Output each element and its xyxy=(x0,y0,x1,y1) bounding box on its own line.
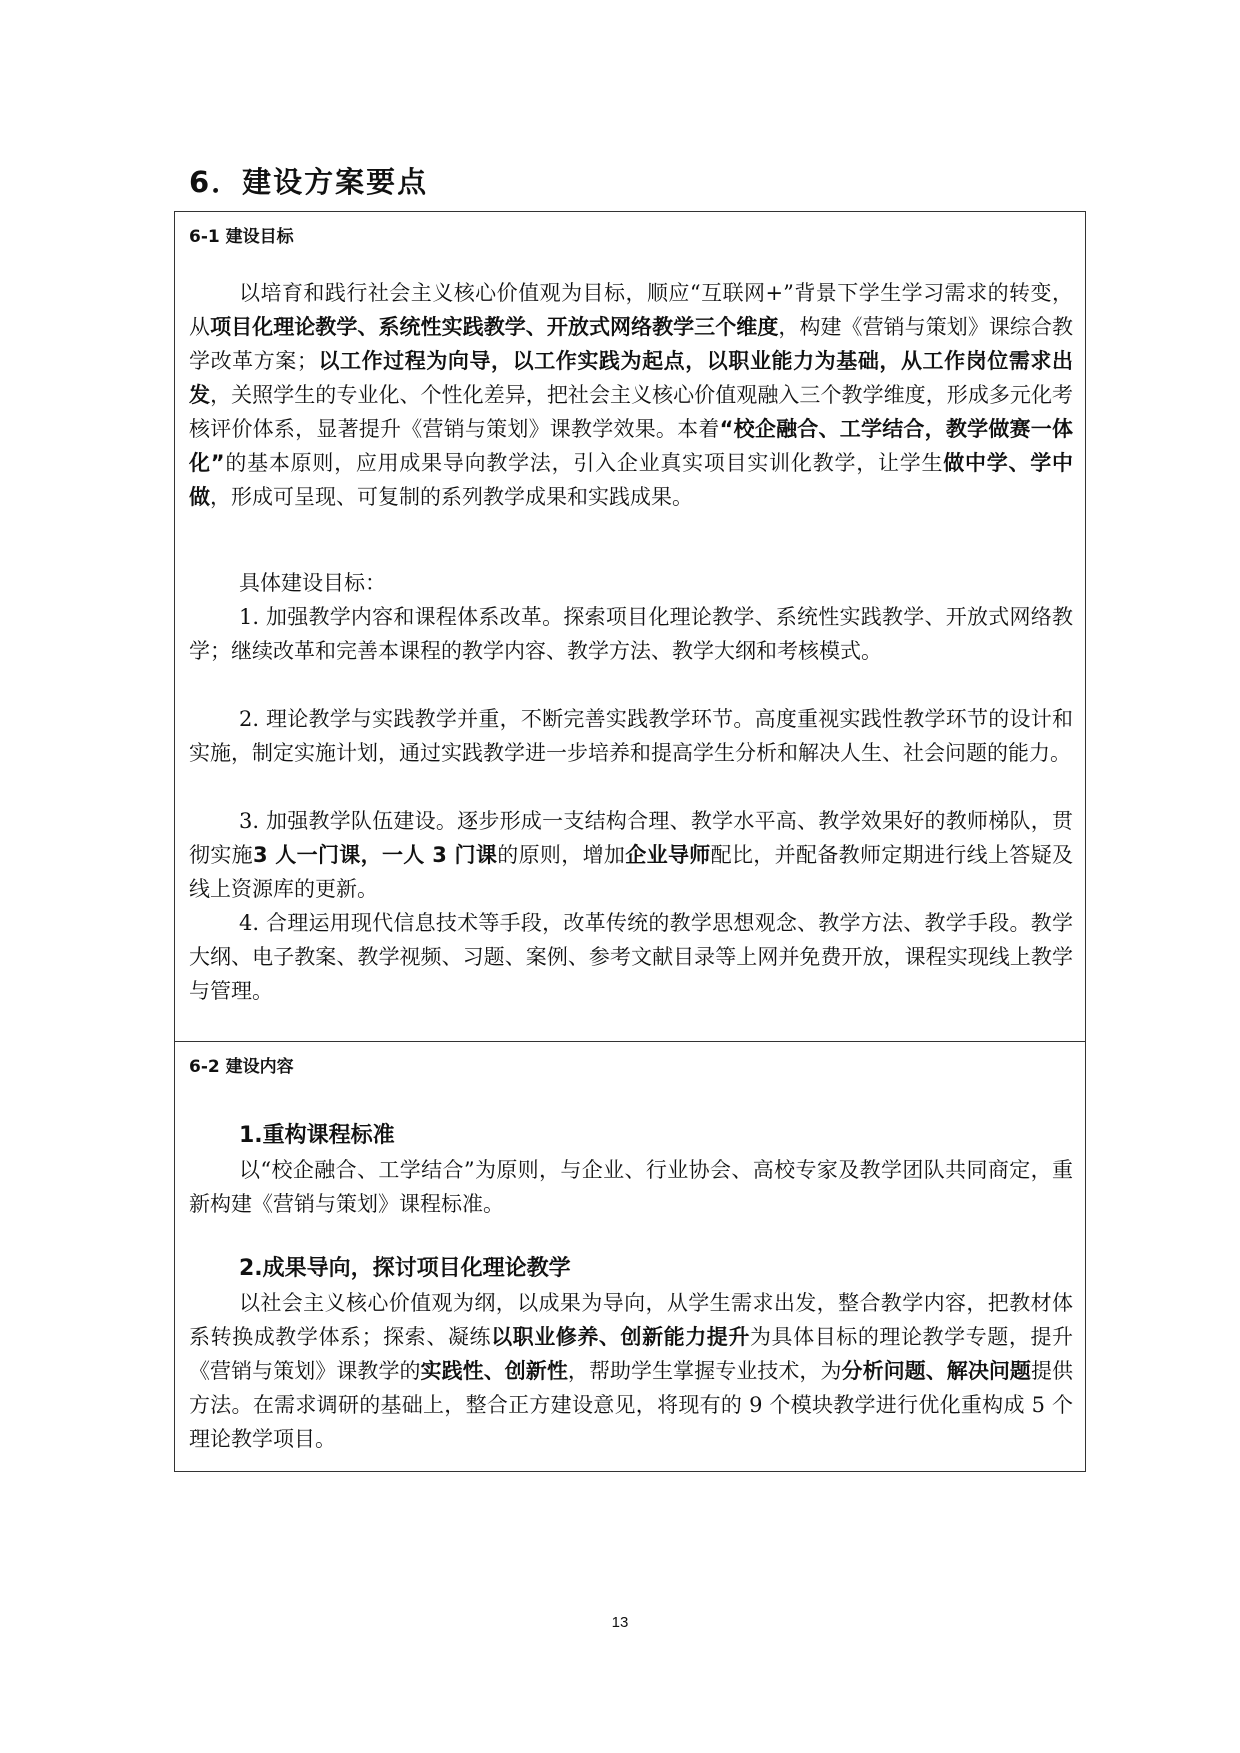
content-table xyxy=(174,211,1086,1472)
body-text: 以培育和践行社会主义核心价值观为目标，顺应“互联网+”背景下学生学习需求的转变，从 xyxy=(189,281,1073,339)
cell-label-content: 6-2 建设内容 xyxy=(189,1057,294,1077)
emphasis-text: 实践性、创新性 xyxy=(420,1359,568,1383)
subheading-2: 2.成果导向，探讨项目化理论教学 xyxy=(239,1256,571,1281)
table-cell-goals xyxy=(175,212,1085,1042)
section-heading: 6．建设方案要点 xyxy=(189,165,429,199)
body-text: 4. 合理运用现代信息技术等手段，改革传统的教学思想观念、教学方法、教学手段。教学大纲、电子教案、教学视频、习题、案例、参考文献目录等上网并免费开放，课程实现线上教学与管理。 xyxy=(189,911,1073,1003)
body-text: 的基本原则，应用成果导向教学法，引入企业真实项目实训化教学，让学生 xyxy=(224,451,944,475)
body-text: ，构建《营销与策划》课综合教学改革方案； xyxy=(189,315,1074,373)
body-text: ，帮助学生掌握专业技术，为 xyxy=(567,1359,842,1383)
cell-label-goals: 6-1 建设目标 xyxy=(189,227,294,247)
goal-item-4 xyxy=(189,906,1073,1008)
goals-title: 具体建设目标： xyxy=(239,571,386,595)
subsection-1-body xyxy=(189,1153,1073,1221)
intro-paragraph xyxy=(189,276,1073,514)
emphasis-text: 以工作过程为向导，以工作实践为起点，以职业能力为基础，从工作岗位需求出发 xyxy=(189,349,1073,407)
body-text: 以社会主义核心价值观为纲，以成果为导向，从学生需求出发，整合教学内容，把教材体系转换成教学体系；探索、凝练 xyxy=(189,1291,1073,1349)
emphasis-text: 做中学、学中做 xyxy=(189,451,1073,509)
subheading-1: 1.重构课程标准 xyxy=(239,1123,395,1148)
body-text: 为具体目标的理论教学专题，提升《营销与策划》课教学的 xyxy=(189,1325,1074,1383)
emphasis-text: 3 人一门课，一人 3 门课 xyxy=(253,843,498,867)
goal-item-1 xyxy=(189,600,1073,668)
goal-item-3 xyxy=(189,804,1073,906)
body-text: 提供方法。在需求调研的基础上，整合正方建设意见，将现有的 9 个模块教学进行优化重构成 5 个理论教学项目。 xyxy=(189,1359,1074,1451)
body-text: 以“校企融合、工学结合”为原则，与企业、行业协会、高校专家及教学团队共同商定，重新构建《营销与策划》课程标准。 xyxy=(189,1158,1073,1216)
emphasis-text: 企业导师 xyxy=(625,843,711,867)
body-text: ，形成可呈现、可复制的系列教学成果和实践成果。 xyxy=(210,485,693,509)
goal-item-2 xyxy=(189,702,1073,770)
page-number: 13 xyxy=(611,1614,629,1631)
body-text: 的原则，增加 xyxy=(497,843,626,867)
table-cell-content xyxy=(175,1042,1085,1471)
emphasis-text: 项目化理论教学、系统性实践教学、开放式网络教学三个维度 xyxy=(210,315,779,339)
body-text: 2. 理论教学与实践教学并重，不断完善实践教学环节。高度重视实践性教学环节的设计和实施，制定实施计划，通过实践教学进一步培养和提高学生分析和解决人生、社会问题的能力。 xyxy=(189,707,1073,765)
body-text: 1. 加强教学内容和课程体系改革。探索项目化理论教学、系统性实践教学、开放式网络教学；继续改革和完善本课程的教学内容、教学方法、教学大纲和考核模式。 xyxy=(189,605,1073,663)
emphasis-text: “校企融合、工学结合，教学做赛一体化” xyxy=(189,417,1073,475)
body-text: 配比，并配备教师定期进行线上答疑及线上资源库的更新。 xyxy=(189,843,1074,901)
emphasis-text: 分析问题、解决问题 xyxy=(841,1359,1031,1383)
body-text: 3. 加强教学队伍建设。逐步形成一支结构合理、教学水平高、教学效果好的教师梯队，贯彻实施 xyxy=(189,809,1073,867)
body-text: ，关照学生的专业化、个性化差异，把社会主义核心价值观融入三个教学维度，形成多元化考核评价体系，显著提升《营销与策划》课教学效果。本着 xyxy=(189,383,1074,441)
emphasis-text: 以职业修养、创新能力提升 xyxy=(491,1325,750,1349)
subsection-2-body xyxy=(189,1286,1073,1456)
